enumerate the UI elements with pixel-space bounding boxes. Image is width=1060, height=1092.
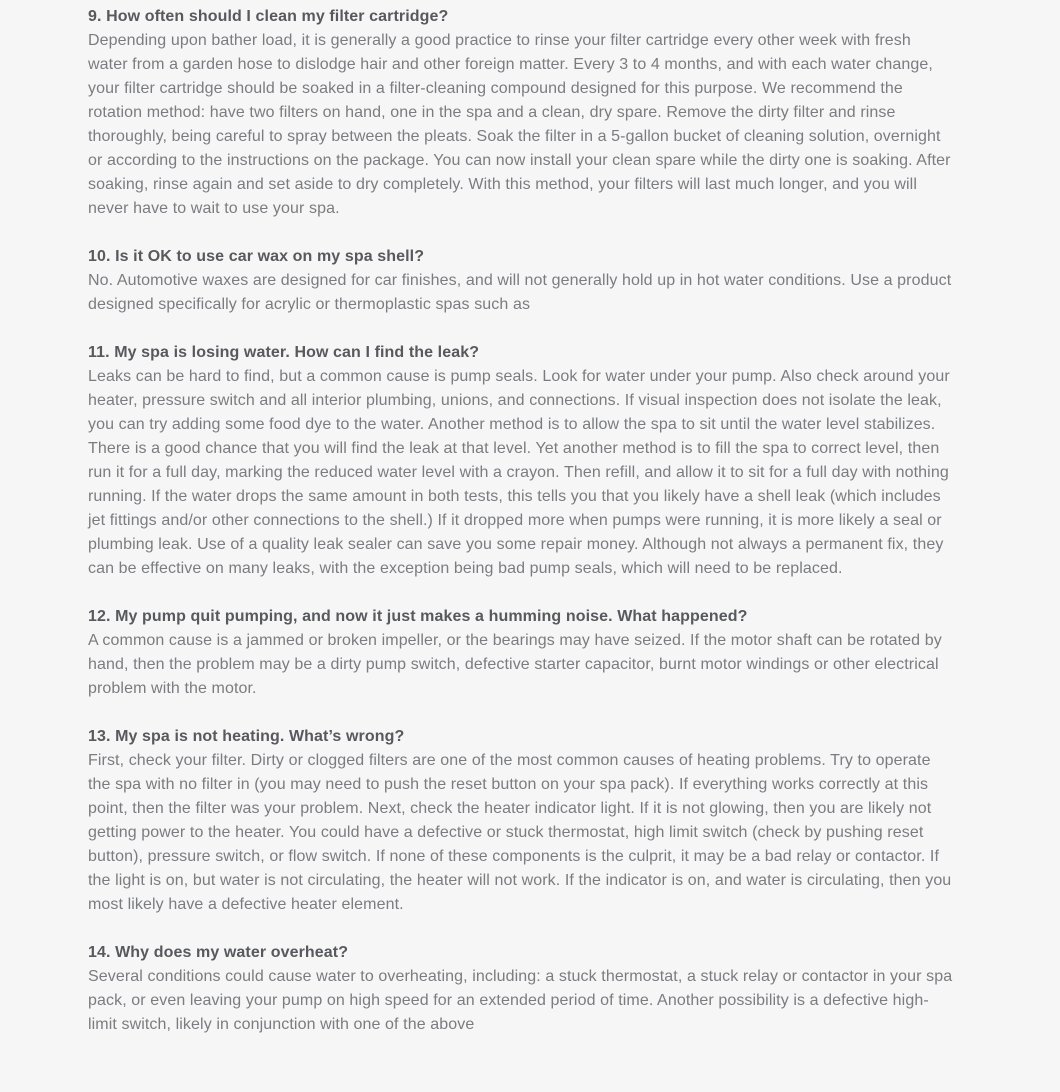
faq-question: 10. Is it OK to use car wax on my spa shell? <box>88 248 425 265</box>
faq-answer: A common cause is a jammed or broken impeller, or the bearings may have seized. If the motor shaft can be rotated by hand, then the problem may be a dirty pump switch, defective starter capacitor, burnt motor windings or other electrical problem with the motor. <box>88 632 942 697</box>
faq-item-10 <box>88 245 954 317</box>
faq-question: 13. My spa is not heating. What’s wrong? <box>88 728 405 745</box>
faq-answer: Depending upon bather load, it is generally a good practice to rinse your filter cartridge every other week with fresh water from a garden hose to dislodge hair and other foreign matter. Every 3 to 4 months, and with each water change, your filter cartridge should be soaked in a filter-cleaning compound designed for this purpose. We recommend the rotation method: have two filters on hand, one in the spa and a clean, dry spare. Remove the dirty filter and rinse thoroughly, being careful to spray between the pleats. Soak the filter in a 5-gallon bucket of cleaning solution, overnight or according to the instructions on the package. You can now install your clean spare while the dirty one is soaking. After soaking, rinse again and set aside to dry completely. With this method, your filters will last much longer, and you will never have to wait to use your spa. <box>88 32 951 217</box>
faq-question: 14. Why does my water overheat? <box>88 944 349 961</box>
faq-question: 9. How often should I clean my filter cartridge? <box>88 8 449 25</box>
faq-question: 12. My pump quit pumping, and now it just makes a humming noise. What happened? <box>88 608 748 625</box>
faq-item-14 <box>88 941 954 1037</box>
faq-item-11 <box>88 341 954 581</box>
faq-answer: First, check your filter. Dirty or clogged filters are one of the most common causes of heating problems. Try to operate the spa with no filter in (you may need to push the reset button on your spa pack). If everything works correctly at this point, then the filter was your problem. Next, check the heater indicator light. If it is not glowing, then you are likely not getting power to the heater. You could have a defective or stuck thermostat, high limit switch (check by pushing reset button), pressure switch, or flow switch. If none of these components is the culprit, it may be a bad relay or contactor. If the light is on, but water is not circulating, the heater will not work. If the indicator is on, and water is circulating, then you most likely have a defective heater element. <box>88 752 952 913</box>
faq-item-12 <box>88 605 954 701</box>
faq-answer: Leaks can be hard to find, but a common cause is pump seals. Look for water under your pump. Also check around your heater, pressure switch and all interior plumbing, unions, and connections. If visual inspection does not isolate the leak, you can try adding some food dye to the water. Another method is to allow the spa to sit until the water level stabilizes. There is a good chance that you will find the leak at that level. Yet another method is to fill the spa to correct level, then run it for a full day, marking the reduced water level with a crayon. Then refill, and allow it to sit for a full day with nothing running. If the water drops the same amount in both tests, this tells you that you likely have a shell leak (which includes jet fittings and/or other connections to the shell.) If it dropped more when pumps were running, it is more likely a seal or plumbing leak. Use of a quality leak sealer can save you some repair money. Although not always a permanent fix, they can be effective on many leaks, with the exception being bad pump seals, which will need to be replaced. <box>88 368 950 577</box>
faq-answer: Several conditions could cause water to overheating, including: a stuck thermostat, a stuck relay or contactor in your spa pack, or even leaving your pump on high speed for an extended period of time. Another possibility is a defective high-limit switch, likely in conjunction with one of the above <box>88 968 953 1033</box>
faq-answer: No. Automotive waxes are designed for car finishes, and will not generally hold up in hot water conditions. Use a product designed specifically for acrylic or thermoplastic spas such as <box>88 272 952 313</box>
faq-question: 11. My spa is losing water. How can I find the leak? <box>88 344 480 361</box>
faq-item-13 <box>88 725 954 917</box>
faq-item-9 <box>88 5 954 221</box>
